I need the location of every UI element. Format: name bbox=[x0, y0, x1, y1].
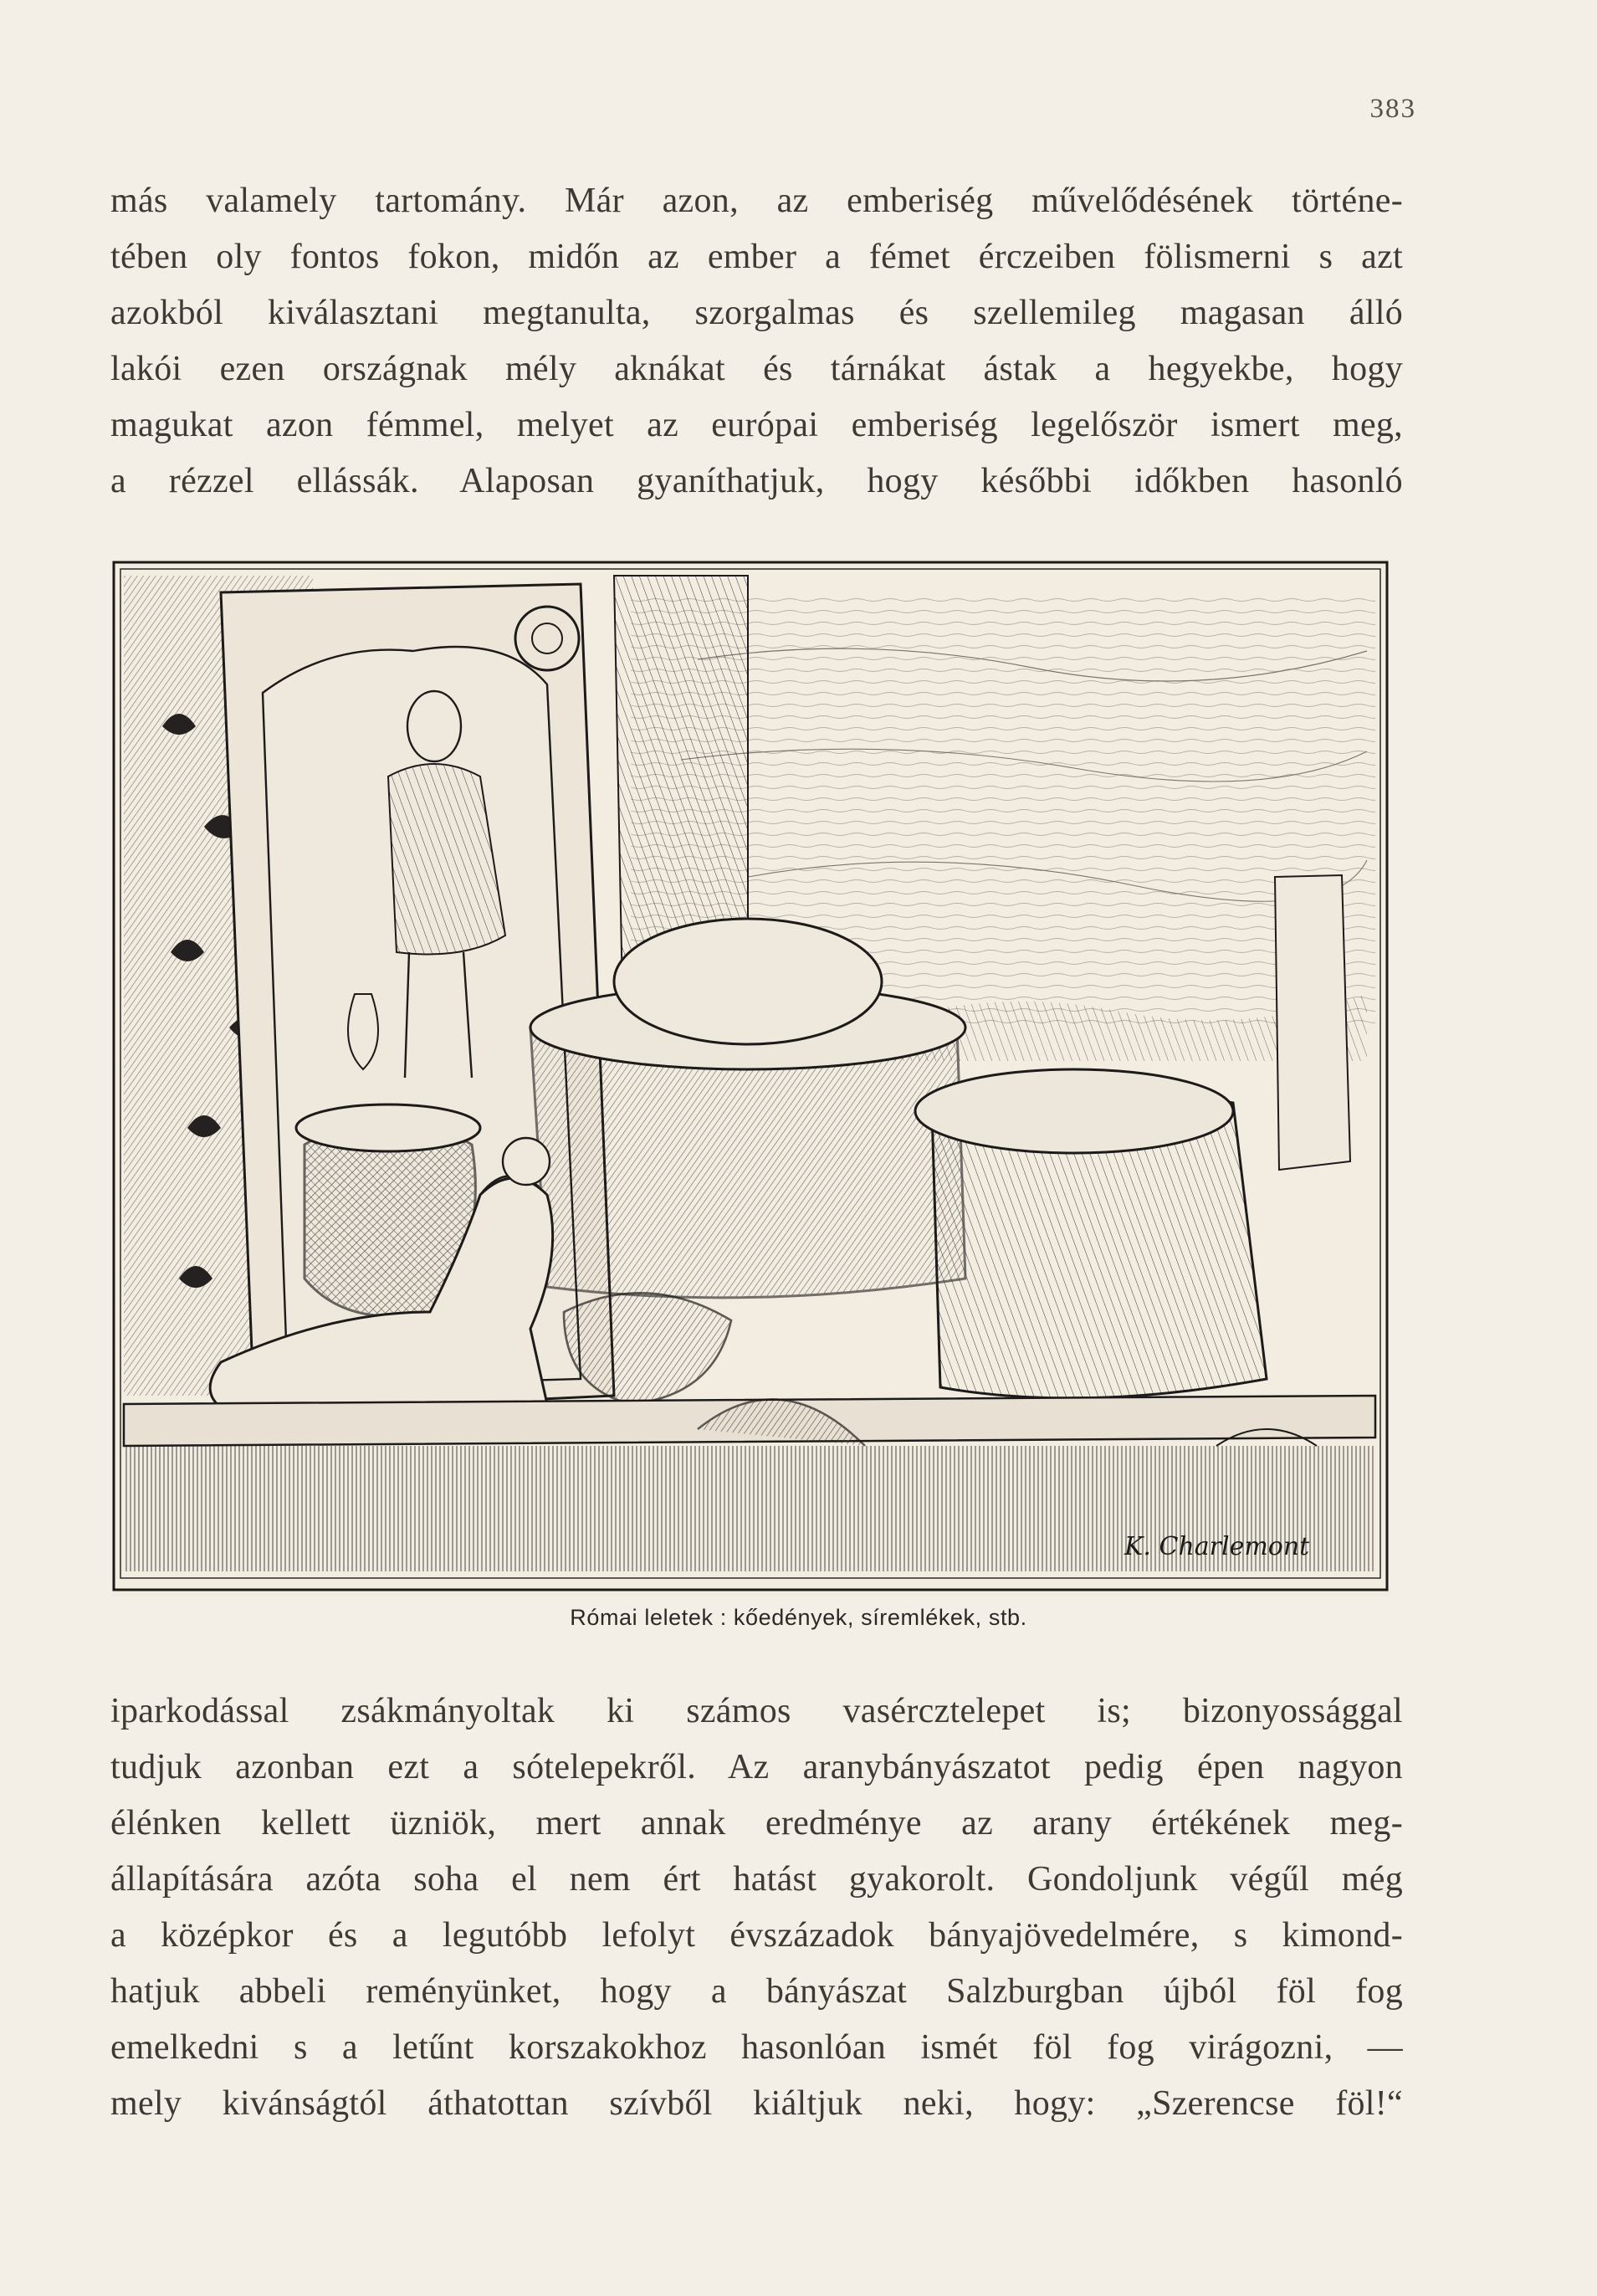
text-line: állapítására azóta soha el nem ért hatást gyakorolt. Gondoljunk végűl még bbox=[110, 1860, 1403, 1899]
text-line: azokból kiválasztani megtanulta, szorgalmas és szellemileg magasan álló bbox=[110, 294, 1403, 332]
figure-caption: Római leletek : kőedények, síremlékek, stb. bbox=[570, 1605, 1027, 1630]
text-line: más valamely tartomány. Már azon, az emberiség művelődésének történe- bbox=[110, 182, 1403, 220]
paragraph-top bbox=[110, 173, 1403, 510]
text-line: iparkodással zsákmányoltak ki számos vasércztelepet is; bizonyossággal bbox=[110, 1692, 1403, 1730]
page-number: 383 bbox=[1369, 94, 1416, 124]
illustration-roman-finds bbox=[112, 559, 1389, 1596]
text-line: magukat azon fémmel, melyet az európai emberiség legelőször ismert meg, bbox=[110, 406, 1403, 444]
text-line: emelkedni s a letűnt korszakokhoz hasonlóan ismét föl fog virágozni, — bbox=[110, 2028, 1403, 2067]
text-line: a középkor és a legutóbb lefolyt évszázadok bányajövedelmére, s kimond- bbox=[110, 1916, 1403, 1955]
text-line: tudjuk azonban ezt a sótelepekről. Az aranybányászatot pedig épen nagyon bbox=[110, 1748, 1403, 1786]
engraving-image bbox=[112, 559, 1389, 1596]
text-line: tében oly fontos fokon, midőn az ember a fémet érczeiben fölismerni s azt bbox=[110, 238, 1403, 276]
text-line: mely kivánságtól áthatottan szívből kiáltjuk neki, hogy: „Szerencse föl!“ bbox=[110, 2084, 1403, 2123]
artist-signature: K. Charlemont bbox=[1124, 1532, 1310, 1561]
text-line: élénken kellett üzniök, mert annak eredménye az arany értékének meg- bbox=[110, 1804, 1403, 1842]
paragraph-bottom bbox=[110, 1684, 1403, 2132]
text-line: lakói ezen országnak mély aknákat és tárnákat ástak a hegyekbe, hogy bbox=[110, 350, 1403, 388]
text-line: hatjuk abbeli reményünket, hogy a bányászat Salzburgban újból föl fog bbox=[110, 1972, 1403, 2011]
text-line: a rézzel ellássák. Alaposan gyaníthatjuk, hogy későbbi időkben hasonló bbox=[110, 462, 1403, 500]
